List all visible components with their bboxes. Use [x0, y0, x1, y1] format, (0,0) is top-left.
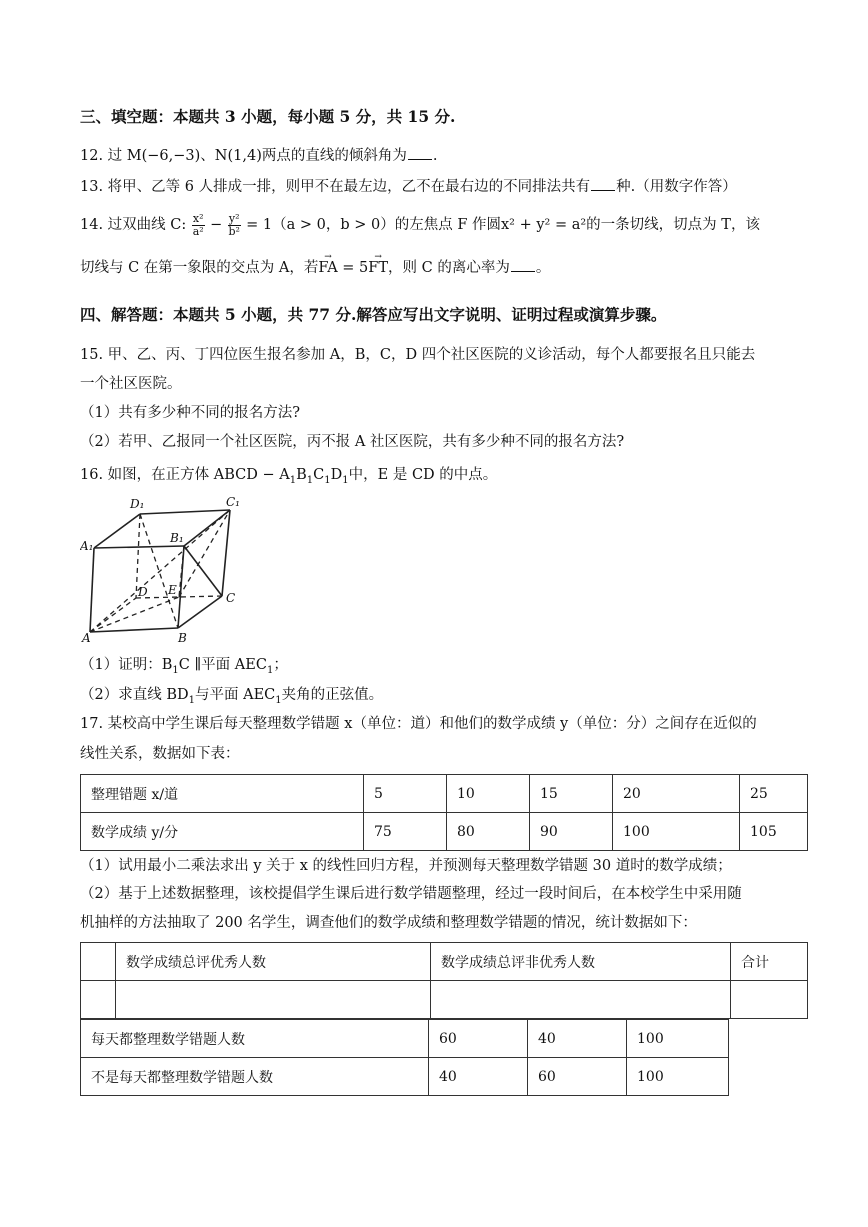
q16-sub2-mid: 与平面 AEC: [195, 687, 276, 703]
label-D: D: [138, 585, 148, 599]
q14-line2-text: 切线与 C 在第一象限的交点为 A，若: [80, 260, 319, 276]
q17-sub2-line1: （2）基于上述数据整理，该校提倡学生课后进行数学错题整理，经过一段时间后，在本校学生中采用随: [80, 886, 742, 902]
q16-sub2-text: （2）求直线 BD: [80, 687, 189, 703]
edge-C1C: [222, 510, 230, 596]
survey-table: [80, 942, 808, 1019]
table-cell: 90: [530, 813, 613, 851]
table-cell: 不是每天都整理数学错题人数: [81, 1058, 429, 1096]
label-B1: B₁: [170, 531, 184, 545]
q14-minus: −: [205, 217, 227, 233]
section4-heading: 四、解答题：本题共 5 小题，共 77 分.解答应写出文字说明、证明过程或演算步骤。: [80, 305, 667, 324]
label-D1: D₁: [130, 497, 145, 511]
table-header-cell: 数学成绩总评优秀人数: [116, 943, 431, 981]
q17-line2: 线性关系，数据如下表：: [80, 746, 240, 762]
q14-line2-suffix: ，则 C 的离心率为: [388, 260, 510, 276]
table-cell: 20: [613, 775, 740, 813]
label-E: E: [168, 583, 177, 597]
q16-text: 16. 如图，在正方体 ABCD − A: [80, 467, 290, 483]
table-row-y: [81, 813, 808, 851]
q14-end: 。: [535, 260, 551, 276]
q14-text: 14. 过双曲线 C:: [80, 217, 191, 233]
q17-sub2-line2: 机抽样的方法抽取了 200 名学生，调查他们的数学成绩和整理数学错题的情况，统计数据如下：: [80, 915, 697, 931]
label-A1: A₁: [80, 539, 94, 553]
label-B: B: [178, 631, 187, 644]
table-cell: [431, 981, 731, 1019]
question-14-line2: [80, 258, 550, 278]
q16-text-suffix: 中，E 是 CD 的中点。: [348, 467, 498, 483]
edge-C1B1: [184, 510, 230, 546]
edge-B1C: [184, 546, 222, 596]
table-cell: [81, 981, 116, 1019]
vector-FA: → FA: [318, 258, 337, 278]
section3-heading: 三、填空题：本题共 3 小题，每小题 5 分，共 15 分.: [80, 107, 456, 126]
cube-figure: [80, 496, 250, 644]
vector-FT: → FT: [368, 258, 388, 278]
edge-D1A1: [94, 514, 140, 548]
table-cell: 75: [364, 813, 447, 851]
table-cell: 105: [740, 813, 808, 851]
fraction-y2-b2: $\frac{\text{y²}}{\text{b²}}$: [228, 211, 240, 238]
edge-AD: [90, 598, 136, 632]
q16-sub1-text: （1）证明：B: [80, 657, 173, 673]
table-cell: 整理错题 x/道: [81, 775, 364, 813]
q17-sub1: （1）试用最小二乘法求出 y 关于 x 的线性回归方程，并预测每天整理数学错题 30 道时的数学成绩；: [80, 858, 732, 874]
q14-text-cont: = 1（a > 0，b > 0）的左焦点 F 作圆x² + y² = a²的一条切线，切点为 T，该: [241, 217, 760, 233]
q13-suffix: 种.（用数字作答）: [616, 179, 737, 195]
line-AC1: [90, 510, 230, 632]
q12-text: 12. 过 M(−6,−3)、N(1,4)两点的直线的倾斜角为: [80, 148, 407, 164]
q16-sub2: （2）求直线 $BD_1$与平面 $AEC_1$夹角的正弦值。: [80, 687, 384, 706]
q16-sub2-end: 夹角的正弦值。: [281, 687, 384, 703]
question-13: [80, 177, 737, 197]
edge-A1B1: [94, 546, 184, 548]
table-row: [81, 1020, 729, 1058]
label-A: A: [82, 631, 91, 644]
data-table-xy: [80, 774, 808, 851]
table-row: [81, 1058, 729, 1096]
q16-sub1: （1）证明：$B_1C$ ∥平面 $AEC_1$；: [80, 657, 288, 676]
q15-sub1: （1）共有多少种不同的报名方法?: [80, 405, 300, 421]
table-header-cell: 合计: [731, 943, 808, 981]
table-cell: [731, 981, 808, 1019]
table-cell: 60: [429, 1020, 528, 1058]
q12-suffix: .: [432, 148, 438, 164]
table-cell: [116, 981, 431, 1019]
edge-AB: [90, 628, 178, 632]
fraction-x2-a2: $\frac{\text{x²}}{\text{a²}}$: [192, 211, 204, 238]
table-header-cell: 数学成绩总评非优秀人数: [431, 943, 731, 981]
table-cell: 5: [364, 775, 447, 813]
table-cell: 80: [447, 813, 530, 851]
answer-blank: [408, 147, 432, 160]
table-cell: 每天都整理数学错题人数: [81, 1020, 429, 1058]
line-AE: [90, 597, 179, 632]
q16-line1: 16. 如图，在正方体 ABCD − $A_1B_1C_1D_1$中，E 是 CD 的中点。: [80, 467, 498, 486]
table-cell: 25: [740, 775, 808, 813]
question-12: [80, 146, 437, 166]
q15-line2: 一个社区医院。: [80, 376, 182, 392]
table-cell: 100: [627, 1058, 729, 1096]
table-cell: [81, 943, 116, 981]
table-cell: 60: [528, 1058, 627, 1096]
edge-A1A: [90, 548, 94, 632]
q16-sub1-mid: C ∥平面 AEC: [178, 657, 267, 673]
answer-blank: [511, 259, 535, 272]
q17-line1: 17. 某校高中学生课后每天整理数学错题 x（单位：道）和他们的数学成绩 y（单位：分）之间存在近似的: [80, 716, 757, 732]
label-C: C: [226, 591, 236, 605]
question-14-line1: [80, 210, 760, 240]
q16-sub1-end: ；: [273, 657, 288, 673]
survey-table-body: [80, 1019, 729, 1096]
table-header-row: [81, 943, 808, 981]
table-cell: 15: [530, 775, 613, 813]
table-cell: 100: [627, 1020, 729, 1058]
table-cell: 40: [528, 1020, 627, 1058]
q14-equals: = 5: [337, 260, 369, 276]
table-cell: 100: [613, 813, 740, 851]
table-row-x: [81, 775, 808, 813]
table-cell: 40: [429, 1058, 528, 1096]
table-row-empty: [81, 981, 808, 1019]
q15-line1: 15. 甲、乙、丙、丁四位医生报名参加 A，B，C，D 四个社区医院的义诊活动，每个人都要报名且只能去: [80, 347, 756, 363]
q15-sub2: （2）若甲、乙报同一个社区医院，丙不报 A 社区医院，共有多少种不同的报名方法?: [80, 434, 625, 450]
edge-BC: [178, 596, 222, 628]
label-C1: C₁: [226, 496, 240, 509]
q13-text: 13. 将甲、乙等 6 人排成一排，则甲不在最左边，乙不在最右边的不同排法共有: [80, 179, 591, 195]
table-cell: 10: [447, 775, 530, 813]
table-cell: 数学成绩 y/分: [81, 813, 364, 851]
answer-blank: [591, 178, 615, 191]
edge-D1C1: [140, 510, 230, 514]
